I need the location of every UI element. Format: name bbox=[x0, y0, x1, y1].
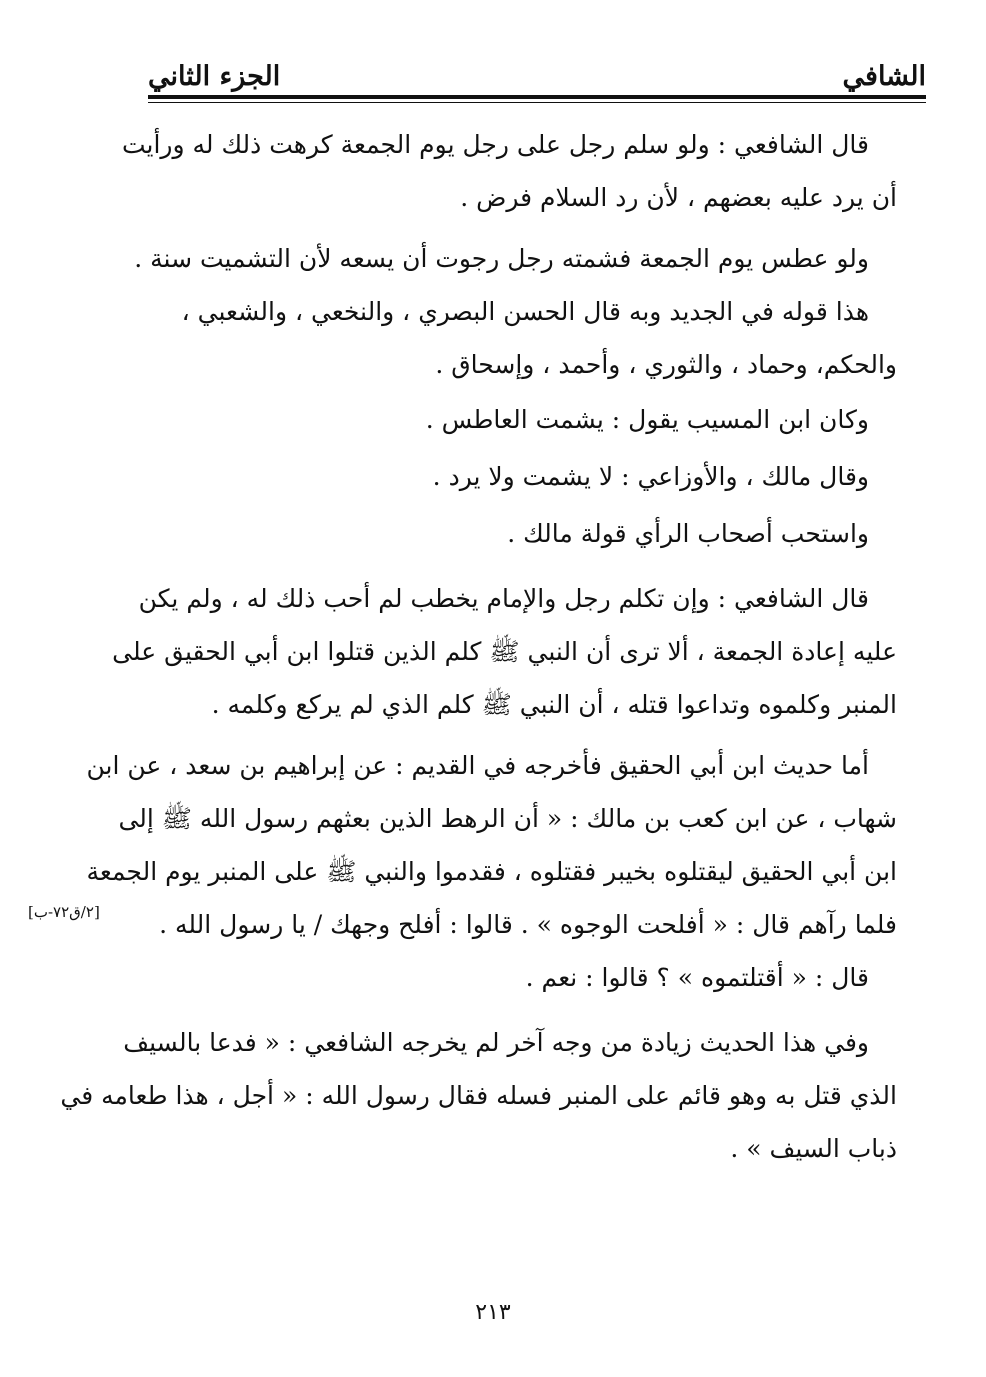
text-line: قال الشافعي : ولو سلم رجل على رجل يوم الجمعة كرهت ذلك له ورأيت bbox=[121, 130, 869, 159]
text-line: والحكم، وحماد ، والثوري ، وأحمد ، وإسحاق . bbox=[435, 350, 897, 379]
text-line: قال الشافعي : وإن تكلم رجل والإمام يخطب لم أحب ذلك له ، ولم يكن bbox=[138, 584, 869, 613]
text-line: وكان ابن المسيب يقول : يشمت العاطس . bbox=[425, 405, 869, 434]
header-rule-thin bbox=[148, 102, 926, 103]
text-line: فلما رآهم قال : « أفلحت الوجوه » . قالوا : أفلح وجهك / يا رسول الله . bbox=[159, 910, 897, 939]
manuscript-folio-note: [٢/ق٧٢-ب] bbox=[28, 903, 100, 921]
text-line: المنبر وكلموه وتداعوا قتله ، أن النبي ﷺ كلم الذي لم يركع وكلمه . bbox=[211, 690, 897, 719]
header-rule-thick bbox=[148, 95, 926, 99]
running-header bbox=[148, 52, 926, 92]
text-line: وقال مالك ، والأوزاعي : لا يشمت ولا يرد . bbox=[432, 462, 869, 491]
text-line: هذا قوله في الجديد وبه قال الحسن البصري ، والنخعي ، والشعبي ، bbox=[181, 297, 869, 326]
text-line: الذي قتل به وهو قائم على المنبر فسله فقال رسول الله : « أجل ، هذا طعامه في bbox=[60, 1081, 897, 1110]
text-line: شهاب ، عن ابن كعب بن مالك : « أن الرهط الذين بعثهم رسول الله ﷺ إلى bbox=[118, 804, 897, 833]
text-line: أن يرد عليه بعضهم ، لأن رد السلام فرض . bbox=[460, 183, 897, 212]
text-line: ولو عطس يوم الجمعة فشمته رجل رجوت أن يسعه لأن التشميت سنة . bbox=[134, 244, 869, 273]
text-line: وفي هذا الحديث زيادة من وجه آخر لم يخرجه الشافعي : « فدعا بالسيف bbox=[123, 1028, 869, 1057]
text-line: قال : « أقتلتموه » ؟ قالوا : نعم . bbox=[525, 963, 869, 992]
header-book-title: الشافي bbox=[842, 61, 926, 92]
text-line: أما حديث ابن أبي الحقيق فأخرجه في القديم : عن إبراهيم بن سعد ، عن ابن bbox=[86, 751, 869, 780]
text-line: ذباب السيف » . bbox=[730, 1134, 897, 1163]
text-line: واستحب أصحاب الرأي قولة مالك . bbox=[507, 519, 869, 548]
page-number: ٢١٣ bbox=[475, 1300, 511, 1325]
text-line: ابن أبي الحقيق ليقتلوه بخيبر فقتلوه ، فقدموا والنبي ﷺ على المنبر يوم الجمعة bbox=[86, 857, 897, 886]
text-line: عليه إعادة الجمعة ، ألا ترى أن النبي ﷺ كلم الذين قتلوا ابن أبي الحقيق على bbox=[112, 637, 897, 666]
header-volume-title: الجزء الثاني bbox=[148, 61, 281, 92]
